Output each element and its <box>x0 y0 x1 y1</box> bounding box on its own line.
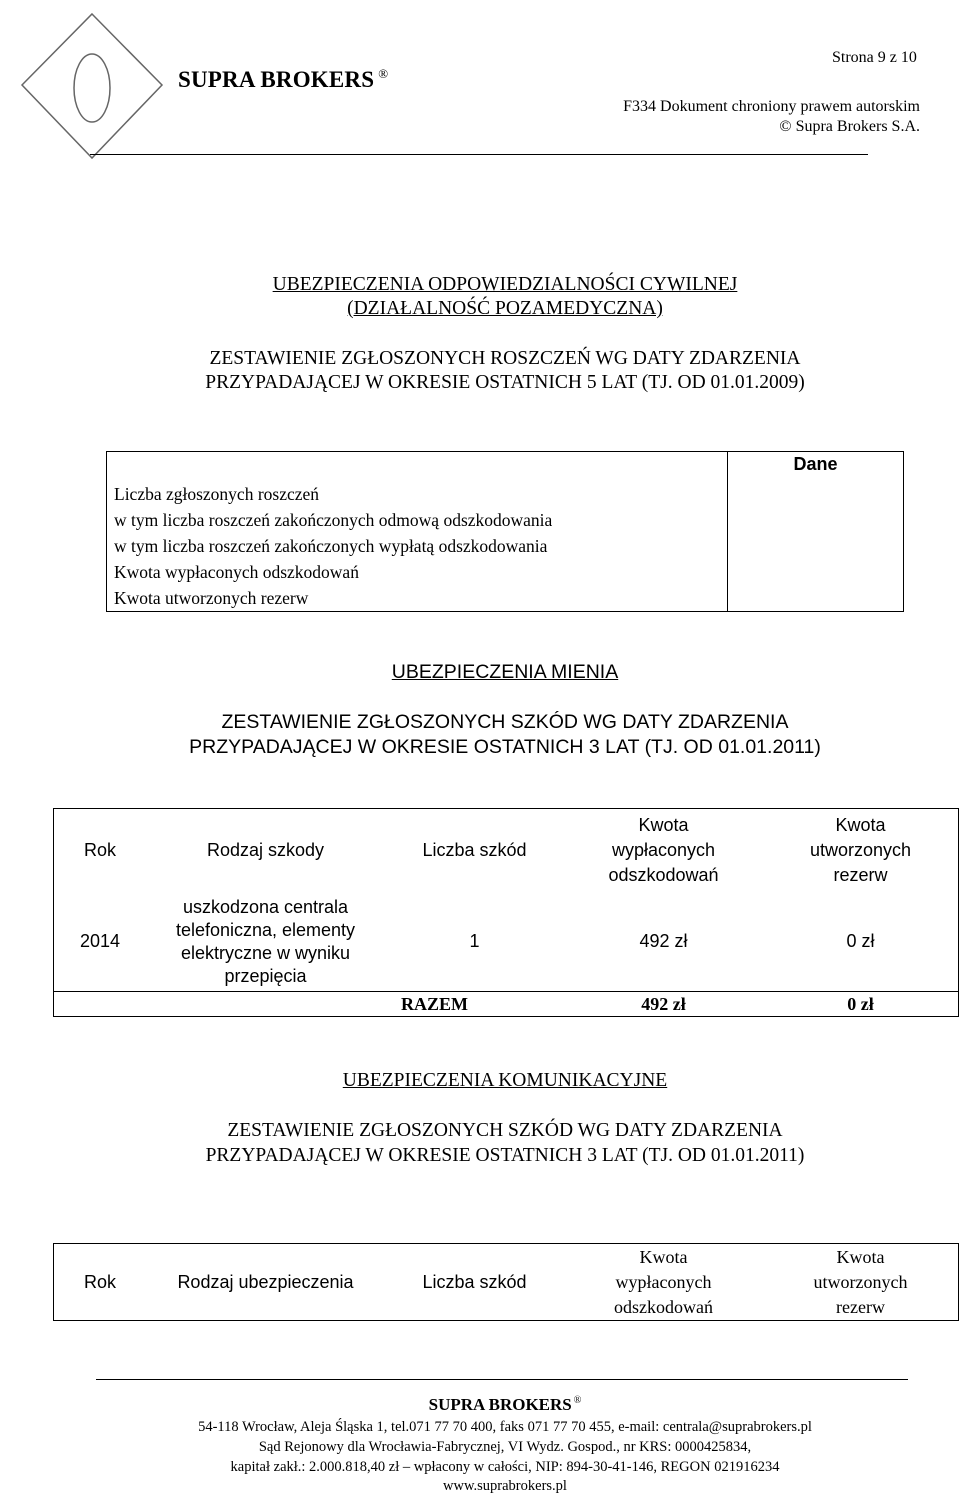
footer-brand: SUPRA BROKERS ® <box>428 1395 582 1414</box>
col-header-paid-line: Kwota <box>638 815 689 836</box>
header-divider <box>90 154 868 155</box>
data-column-header: Dane <box>728 452 904 612</box>
footer-court: Sąd Rejonowy dla Wrocławia-Fabrycznej, VI Wydz. Gospod., nr KRS: 0000425834, <box>258 1439 752 1455</box>
col-header-paid-line: wypłaconych <box>615 1271 712 1292</box>
motor-claims-table <box>53 1243 959 1321</box>
liability-claims-table <box>106 451 904 612</box>
col-header-reserve-line: rezerw <box>836 1296 885 1317</box>
section-subtitle-property-1: ZESTAWIENIE ZGŁOSZONYCH SZKÓD WG DATY ZDARZENIA <box>221 711 789 733</box>
total-reserve: 0 zł <box>763 992 959 1017</box>
col-header-reserve <box>763 1244 959 1321</box>
liability-row-labels <box>107 452 728 612</box>
section-title-motor: UBEZPIECZENIA KOMUNIKACYJNE <box>342 1070 668 1091</box>
col-header-reserve-line: Kwota <box>835 815 886 836</box>
row-label: w tym liczba roszczeń zakończonych odmową odszkodowania <box>114 510 553 530</box>
footer-capital: kapitał zakł.: 2.000.818,40 zł – wpłacony w całości, NIP: 894-30-41-146, REGON 021916234 <box>230 1459 780 1475</box>
col-header-type: Rodzaj szkody <box>206 840 325 861</box>
section-subtitle-liability-1: ZESTAWIENIE ZGŁOSZONYCH ROSZCZEŃ WG DATY ZDARZENIA <box>209 348 801 369</box>
total-label: RAZEM <box>54 992 565 1017</box>
col-header-paid <box>564 1244 763 1321</box>
section-subtitle-motor-1: ZESTAWIENIE ZGŁOSZONYCH SZKÓD WG DATY ZDARZENIA <box>227 1120 783 1141</box>
col-header-year: Rok <box>83 1271 116 1292</box>
col-header-reserve <box>763 809 959 893</box>
copyright-owner: © Supra Brokers S.A. <box>779 118 920 135</box>
table-header-row <box>54 1244 959 1321</box>
row-label: Kwota wypłaconych odszkodowań <box>114 562 359 582</box>
col-header-paid-line: wypłaconych <box>611 840 716 861</box>
section-subtitle-motor-2: PRZYPADAJĄCEJ W OKRESIE OSTATNICH 3 LAT (TJ. OD 01.01.2011) <box>205 1145 805 1166</box>
footer-divider <box>96 1379 908 1380</box>
table-row <box>54 893 959 992</box>
row-label: Kwota utworzonych rezerw <box>114 588 309 608</box>
footer-website: www.suprabrokers.pl <box>443 1478 567 1494</box>
col-header-paid-line: Kwota <box>639 1246 688 1267</box>
col-header-reserve-line: rezerw <box>833 865 888 886</box>
footer-address: 54-118 Wrocław, Aleja Śląska 1, tel.071 77 70 400, faks 071 77 70 455, e-mail: centrala@suprabrokers.pl <box>198 1419 812 1435</box>
supra-logo <box>12 8 172 163</box>
property-claims-table <box>53 808 959 1017</box>
total-paid: 492 zł <box>564 992 763 1017</box>
section-title-liability: UBEZPIECZENIA ODPOWIEDZIALNOŚCI CYWILNEJ <box>272 274 738 295</box>
section-title-liability-sub: (DZIAŁALNOŚĆ POZAMEDYCZNA) <box>347 298 663 319</box>
cell-count: 1 <box>469 931 480 952</box>
col-header-type: Rodzaj ubezpieczenia <box>177 1271 354 1292</box>
cell-type-line: elektryczne w wyniku <box>180 942 351 963</box>
row-label: w tym liczba roszczeń zakończonych wypłatą odszkodowania <box>114 536 548 556</box>
col-header-paid <box>564 809 763 893</box>
col-header-reserve-line: utworzonych <box>809 840 912 861</box>
cell-type-line: uszkodzona centrala <box>182 896 349 917</box>
row-label: Liczba zgłoszonych roszczeń <box>114 484 320 504</box>
col-header-reserve-line: Kwota <box>836 1246 885 1267</box>
col-header-year: Rok <box>83 840 116 861</box>
page-number: Strona 9 z 10 <box>832 49 917 66</box>
table-total-row <box>54 992 959 1017</box>
cell-reserve: 0 zł <box>846 931 875 952</box>
section-subtitle-property-2: PRZYPADAJĄCEJ W OKRESIE OSTATNICH 3 LAT (TJ. OD 01.01.2011) <box>189 736 821 758</box>
cell-type <box>146 893 385 992</box>
col-header-count: Liczba szkód <box>422 840 527 861</box>
copyright-note: F334 Dokument chroniony prawem autorskim <box>623 98 920 115</box>
table-header-row <box>54 809 959 893</box>
cell-type-line: telefoniczna, elementy <box>175 919 356 940</box>
cell-paid: 492 zł <box>639 931 688 952</box>
col-header-reserve-line: utworzonych <box>813 1271 908 1292</box>
cell-year: 2014 <box>79 931 121 952</box>
col-header-count: Liczba szkód <box>422 1271 527 1292</box>
section-title-property: UBEZPIECZENIA MIENIA <box>391 661 619 683</box>
col-header-paid-line: odszkodowań <box>608 865 719 886</box>
brand-name: SUPRA BROKERS ® <box>178 66 389 92</box>
cell-type-line: przepięcia <box>224 965 307 986</box>
col-header-paid-line: odszkodowań <box>614 1296 713 1317</box>
section-subtitle-liability-2: PRZYPADAJĄCEJ W OKRESIE OSTATNICH 5 LAT (TJ. OD 01.01.2009) <box>205 372 805 393</box>
